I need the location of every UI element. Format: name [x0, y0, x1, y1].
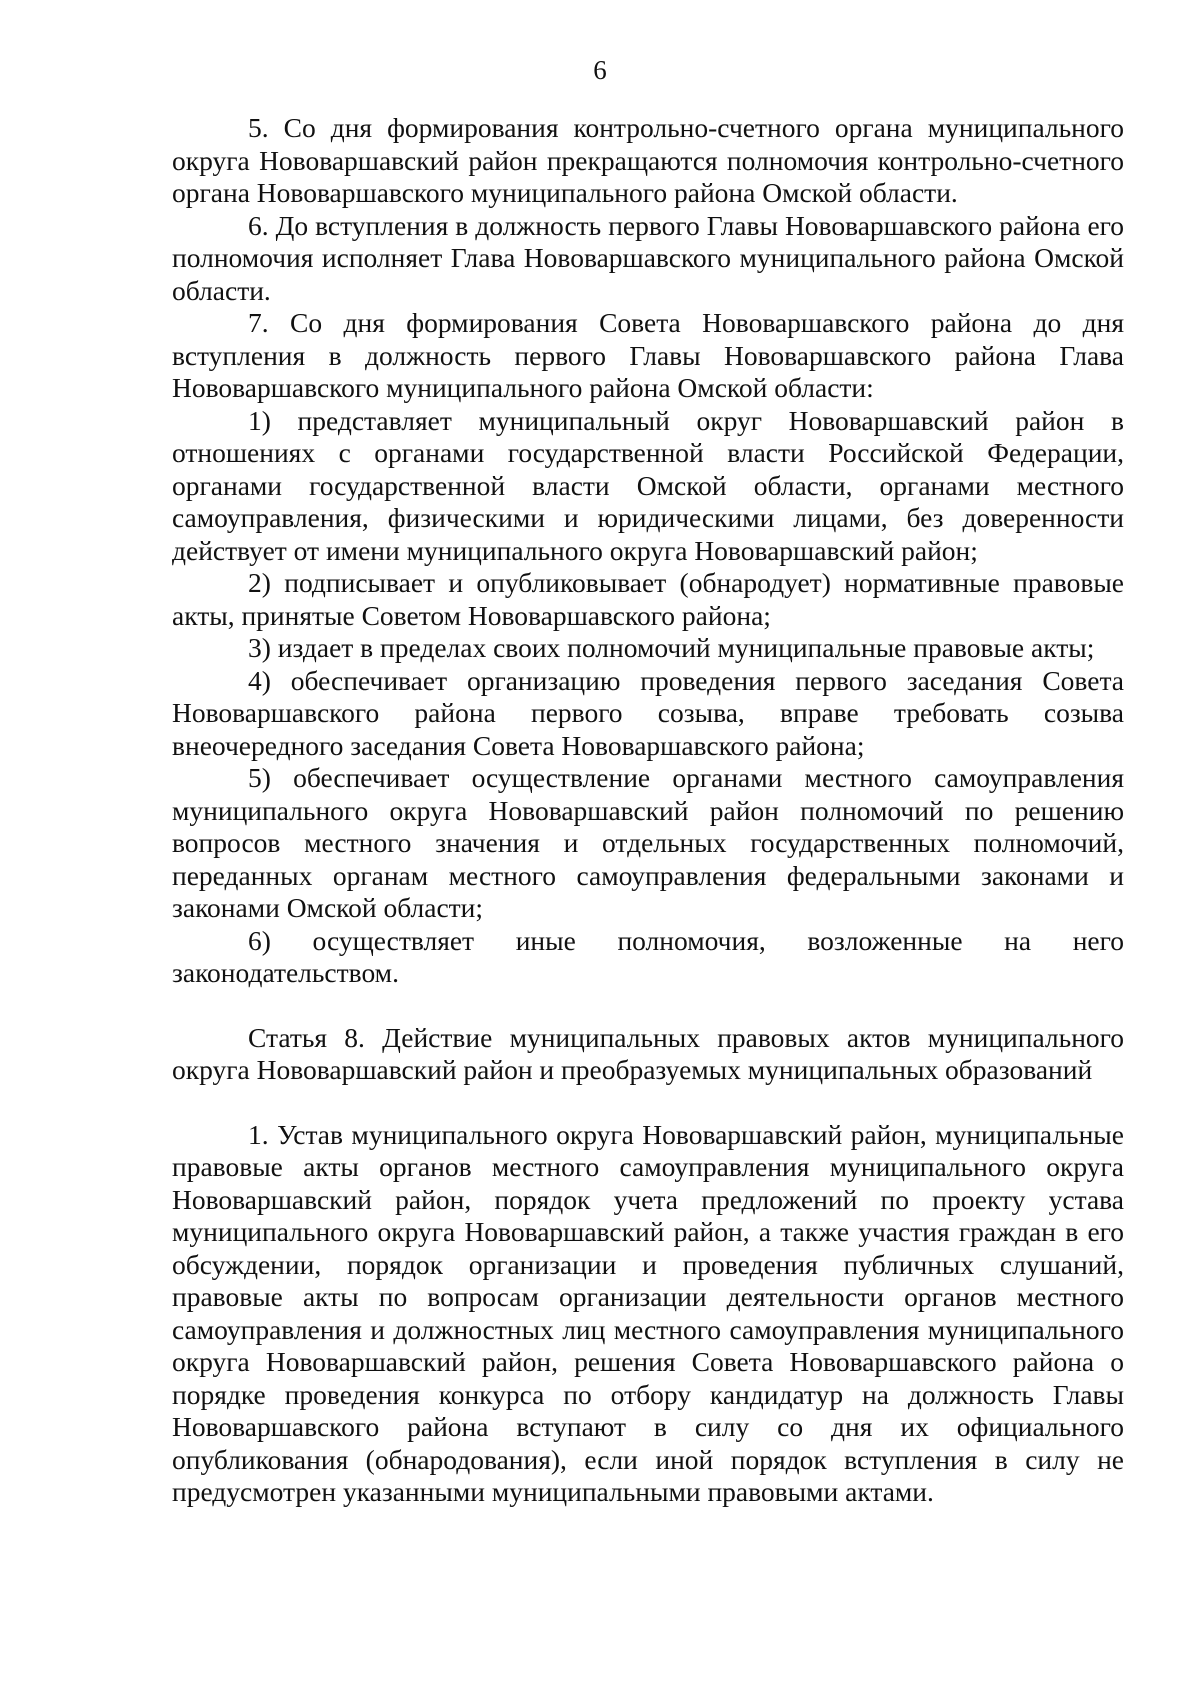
article-heading-block	[172, 1022, 1124, 1087]
list-item-1-represents: 1) представляет муниципальный округ Нововаршавский район в отношениях с органами государственной власти Российской Федерации, органами государственной власти Омской области, органами местного самоуправления, физическими и юридическими лицами, без доверенности действует от имени муниципального округа Нововаршавский район;	[172, 404, 1124, 566]
document-body	[172, 112, 1124, 1509]
list-item-4-organizes: 4) обеспечивает организацию проведения первого заседания Совета Нововаршавского района первого созыва, вправе требовать созыва внеочередного заседания Совета Нововаршавского района;	[172, 664, 1124, 761]
list-item-5-ensures: 5) обеспечивает осуществление органами местного самоуправления муниципального округа Нововаршавский район полномочий по решению вопросов местного значения и отдельных государственных полномочий, переданных органам местного самоуправления федеральными законами и законами Омской области;	[172, 762, 1124, 923]
list-item-2-signs: 2) подписывает и опубликовывает (обнародует) нормативные правовые акты, принятые Советом Нововаршавского района;	[172, 567, 1124, 631]
paragraph-7-council-formation: 7. Со дня формирования Совета Нововаршавского района до дня вступления в должность первого Главы Нововаршавского района Глава Нововаршавского муниципального района Омской области:	[172, 307, 1124, 403]
paragraph-5-control-body: 5. Со дня формирования контрольно-счетного органа муниципального округа Нововаршавский район прекращаются полномочия контрольно-счетного органа Нововаршавского муниципального района Омской области.	[172, 112, 1124, 208]
page-number: 6	[593, 55, 607, 85]
list-item-6-other-powers: 6) осуществляет иные полномочия, возложенные на него законодательством.	[172, 924, 1124, 988]
list-item-3-issues: 3) издает в пределах своих полномочий муниципальные правовые акты;	[248, 632, 1095, 663]
article-8-paragraph-1: 1. Устав муниципального округа Нововаршавский район, муниципальные правовые акты органов местного самоуправления муниципального округа Нововаршавский район, порядок учета предложений по проекту устава муниципального округа Нововаршавский район, а также участия граждан в его обсуждении, порядок организации и проведения публичных слушаний, правовые акты по вопросам организации деятельности органов местного самоуправления и должностных лиц местного самоуправления муниципального округа Нововаршавский район, решения Совета Нововаршавского района о порядке проведения конкурса по отбору кандидатур на должность Главы Нововаршавского района вступают в силу со дня их официального опубликования (обнародования), если иной порядок вступления в силу не предусмотрен указанными муниципальными правовыми актами.	[172, 1118, 1124, 1507]
article-8-title: Статья 8. Действие муниципальных правовых актов муниципального округа Нововаршавский район и преобразуемых муниципальных образований	[172, 1021, 1124, 1085]
paragraph-6-head-duties: 6. До вступления в должность первого Главы Нововаршавского района его полномочия исполняет Глава Нововаршавского муниципального района Омской области.	[172, 209, 1124, 306]
